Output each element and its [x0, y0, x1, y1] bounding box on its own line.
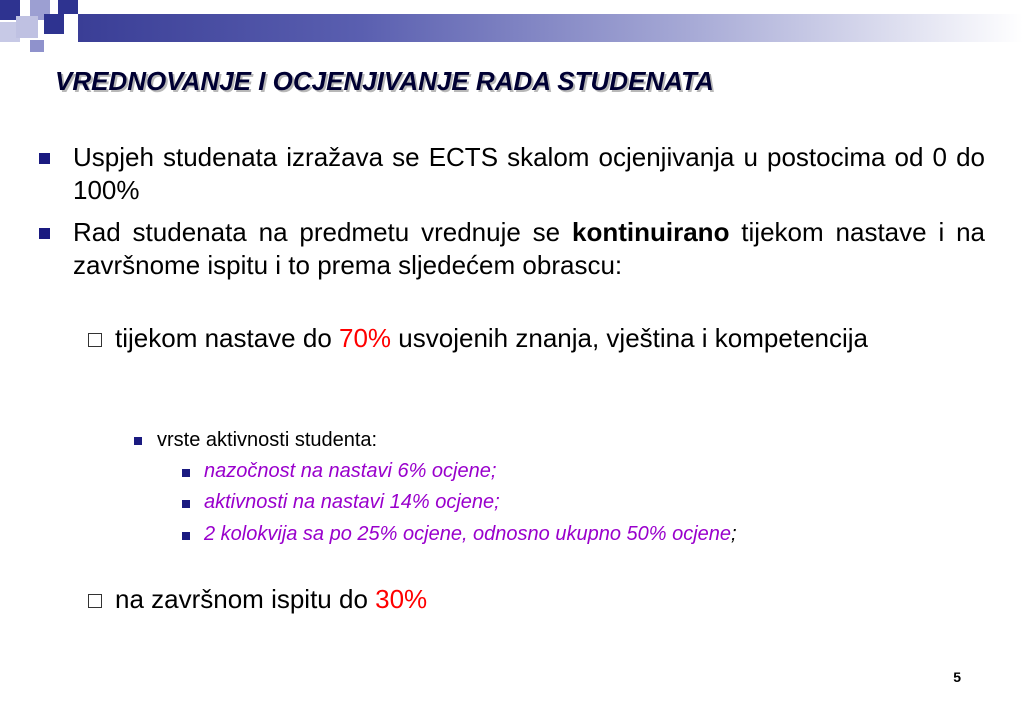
- sub-item-text: tijekom nastave do: [115, 323, 340, 353]
- hollow-square-bullet-icon: [88, 333, 102, 347]
- activity-item: nazočnost na nastavi 6% ocjene;: [204, 460, 497, 482]
- square-bullet-icon: [39, 228, 50, 239]
- header-gradient-bar: [78, 14, 1023, 42]
- activity-item: aktivnosti na nastavi 14% ocjene;: [204, 491, 500, 513]
- sub-item-final-exam: [115, 585, 985, 614]
- bullet-ects-scale: Uspjeh studenata izražava se ECTS skalom ocjenjivanja u postocima od 0 do 100%: [73, 142, 985, 205]
- sub-item-during-classes: [115, 324, 985, 353]
- sub-item-text: usvojenih znanja, vještina i kompetencija: [391, 323, 868, 353]
- small-square-bullet-icon: [182, 500, 190, 508]
- decor-square: [58, 0, 78, 14]
- decor-square: [30, 40, 44, 52]
- hollow-square-bullet-icon: [88, 594, 102, 608]
- slide-title: VREDNOVANJE I OCJENJIVANJE RADA STUDENATA: [55, 66, 714, 96]
- activity-item-suffix: ;: [731, 523, 737, 545]
- activity-heading: vrste aktivnosti studenta:: [157, 429, 378, 451]
- small-square-bullet-icon: [182, 532, 190, 540]
- sub-item-text: na završnom ispitu do: [115, 584, 376, 614]
- bullet-text: tijekom nastave i na završnome ispitu i to prema sljedećem obrascu:: [73, 217, 985, 280]
- percent-70: 70%: [339, 323, 392, 353]
- percent-30: 30%: [375, 584, 428, 614]
- activity-item: [204, 523, 737, 546]
- decor-square: [16, 16, 38, 38]
- bullet-continuous-evaluation: [73, 216, 985, 282]
- page-number: 5: [953, 669, 961, 685]
- emphasis-kontinuirano: kontinuirano: [572, 217, 730, 247]
- bullet-text: Rad studenata na predmetu vrednuje se: [73, 217, 573, 247]
- small-square-bullet-icon: [134, 437, 142, 445]
- activity-item-text: 2 kolokvija sa po 25% ocjene, odnosno ukupno 50% ocjene: [204, 523, 732, 545]
- small-square-bullet-icon: [182, 469, 190, 477]
- square-bullet-icon: [39, 153, 50, 164]
- decor-square: [44, 14, 64, 34]
